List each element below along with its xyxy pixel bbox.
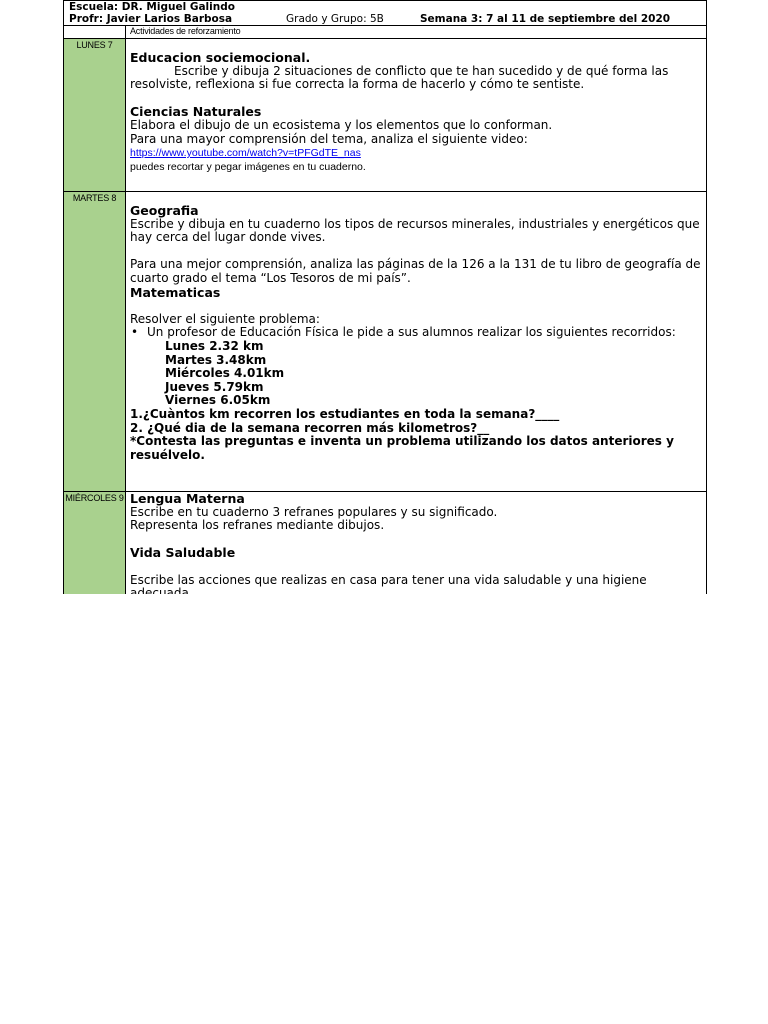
header-row <box>64 1 707 26</box>
km-item: Viernes 6.05km <box>165 393 271 408</box>
section-text: Para una mayor comprensión del tema, analiza el siguiente video: <box>130 131 528 146</box>
section-title: Vida Saludable <box>130 545 236 561</box>
section-text: Representa los refranes mediante dibujos. <box>130 518 385 533</box>
page-blank-area <box>0 594 768 1024</box>
school-name: Escuela: DR. Miguel Galindo <box>69 1 235 13</box>
video-link[interactable]: https://www.youtube.com/watch?v=tPFGdTE_nas <box>130 147 361 160</box>
section-text: Escribe en tu cuaderno 3 refranes populares y su significado. <box>130 504 498 519</box>
day-label-monday: LUNES 7 <box>64 39 126 192</box>
subheader-title: Actividades de reforzamiento <box>126 26 707 39</box>
day-row-wednesday <box>64 492 707 602</box>
km-item: Jueves 5.79km <box>165 379 264 394</box>
grade-group: Grado y Grupo: 5B <box>286 13 384 25</box>
km-item: Martes 3.48km <box>165 352 267 367</box>
section-note: puedes recortar y pegar imágenes en tu cuaderno. <box>130 160 366 173</box>
question: 2. ¿Qué dia de la semana recorren más kilometros?__ <box>130 420 490 435</box>
schedule-sheet <box>63 0 706 602</box>
km-item: Miércoles 4.01km <box>165 366 285 381</box>
teacher-name: Profr: Javier Larios Barbosa <box>69 13 233 25</box>
section-text: Escribe y dibuja en tu cuaderno los tipos de recursos minerales, industriales y energéticos que hay cerca del lugar donde vives. <box>130 216 700 245</box>
section-title: Geografia <box>130 203 199 218</box>
section-text: Escribe y dibuja 2 situaciones de conflicto que te han sucedido y de qué forma las resolviste, reflexiona si fue correcta la forma de hacerlo y cómo te sentiste. <box>130 63 669 92</box>
bullet-item: • Un profesor de Educación Física le pide a sus alumnos realizar los siguientes recorridos: <box>130 326 702 340</box>
subheader-row <box>64 26 707 39</box>
question: 1.¿Cuàntos km recorren los estudiantes en toda la semana?____ <box>130 406 560 421</box>
day-row-monday <box>64 39 707 192</box>
section-title: Educacion sociemocional. <box>130 50 311 65</box>
day-label-wednesday: MIÉRCOLES 9 <box>64 492 126 602</box>
section-text: Escribe las acciones que realizas en casa para tener una vida saludable y una higiene <box>130 572 647 587</box>
section-title: Ciencias Naturales <box>130 104 262 120</box>
section-text: Resolver el siguiente problema: <box>130 311 320 326</box>
section-title: Matematicas <box>130 284 221 300</box>
section-text: Elabora el dibujo de un ecosistema y los elementos que lo conforman. <box>130 117 553 132</box>
day-label-tuesday: MARTES 8 <box>64 192 126 492</box>
section-text: Para una mejor comprensión, analiza las páginas de la 126 a la 131 de tu libro de geografía de cuarto grado el tema “Los Tesoros de mi país”. <box>130 257 701 285</box>
instruction: *Contesta las preguntas e inventa un problema utilizando los datos anteriores y resuélvelo. <box>130 434 674 462</box>
week-range: Semana 3: 7 al 11 de septiembre del 2020 <box>420 13 671 25</box>
section-title: Lengua Materna <box>130 491 245 506</box>
km-item: Lunes 2.32 km <box>165 338 264 353</box>
day-row-tuesday <box>64 192 707 492</box>
schedule-table <box>63 0 707 602</box>
